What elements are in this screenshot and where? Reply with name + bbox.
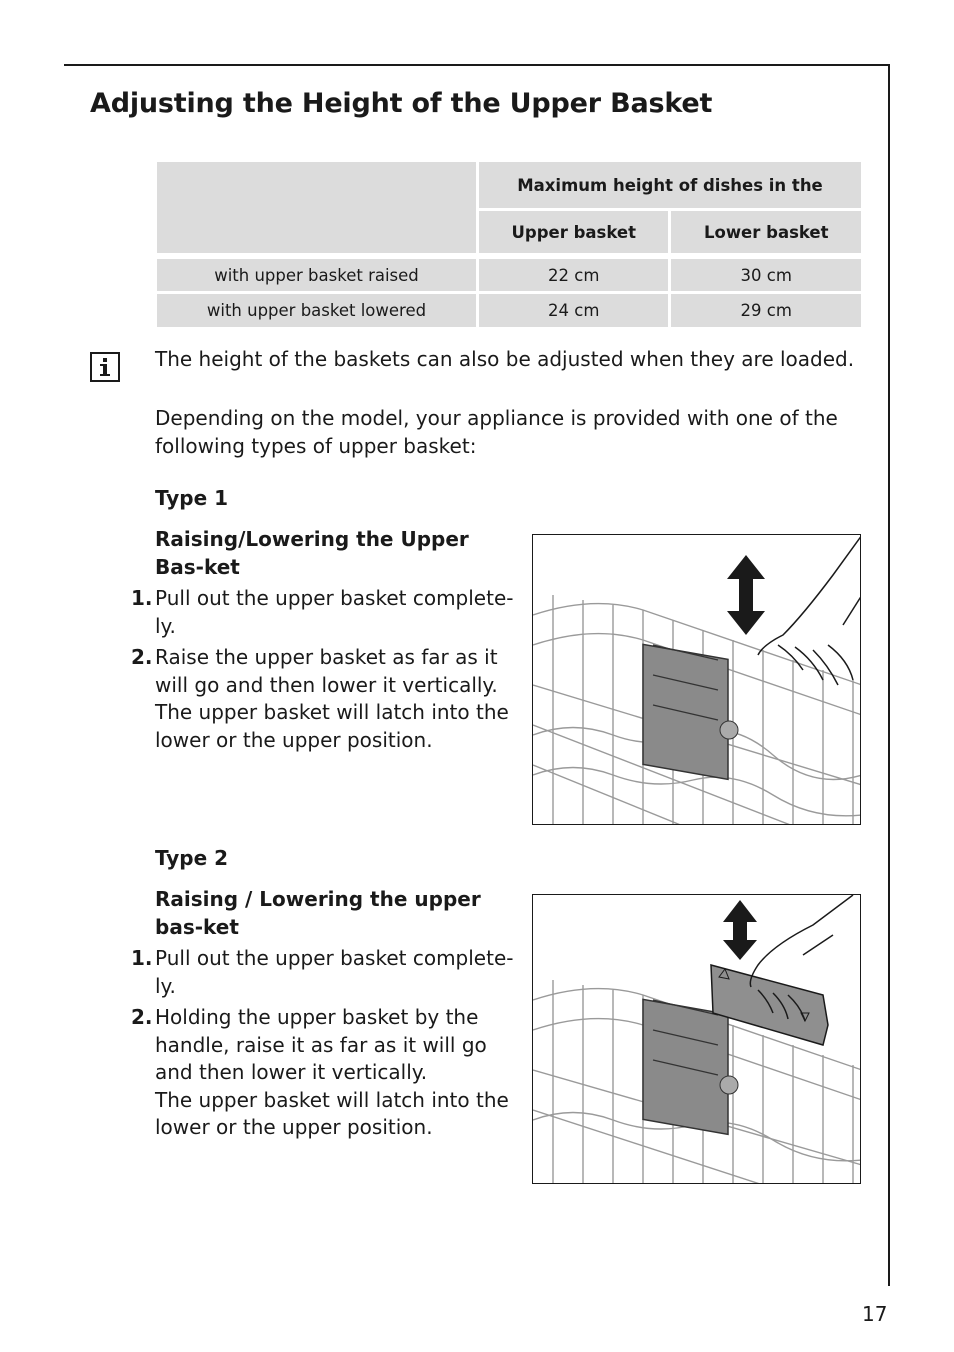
- right-rule: [888, 64, 890, 1286]
- cell-upper: 22 cm: [479, 259, 668, 291]
- table-corner-cell: [157, 162, 476, 253]
- list-item: [131, 644, 521, 754]
- list-item: [131, 945, 521, 1000]
- step-text: Pull out the upper basket complete-ly.: [155, 586, 514, 638]
- step-text: Raise the upper basket as far as it will go and then lower it vertically.: [155, 645, 498, 697]
- type2-label: Type 2: [155, 846, 229, 870]
- page-number: 17: [862, 1302, 888, 1326]
- height-table: [154, 162, 864, 327]
- step-number: 2.: [131, 1005, 153, 1029]
- type1-steps: [131, 585, 521, 758]
- step-number: 1.: [131, 946, 153, 970]
- step-number: 1.: [131, 586, 153, 610]
- row-label: with upper basket raised: [157, 259, 476, 291]
- list-item: [131, 1004, 521, 1142]
- cell-upper: 24 cm: [479, 294, 668, 327]
- intro-text: Depending on the model, your appliance is provided with one of the following types of upper basket:: [155, 406, 838, 458]
- step-text-continued: The upper basket will latch into the lower or the upper position.: [155, 700, 509, 752]
- cell-lower: 30 cm: [671, 259, 861, 291]
- type1-illustration: [532, 534, 861, 825]
- cell-lower: 29 cm: [671, 294, 861, 327]
- type1-heading: Raising/Lowering the Upper Bas-ket: [155, 527, 469, 579]
- table-row: [157, 259, 861, 291]
- step-text: Pull out the upper basket complete-ly.: [155, 946, 514, 998]
- column-header-upper: Upper basket: [479, 208, 668, 253]
- step-text: Holding the upper basket by the handle, raise it as far as it will go and then lower it vertically.: [155, 1005, 487, 1084]
- list-item: [131, 585, 521, 640]
- row-label: with upper basket lowered: [157, 294, 476, 327]
- step-number: 2.: [131, 645, 153, 669]
- type2-heading: Raising / Lowering the upper bas-ket: [155, 887, 481, 939]
- type2-steps: [131, 945, 521, 1146]
- page-title: Adjusting the Height of the Upper Basket: [90, 88, 713, 119]
- table-header-row: [157, 162, 861, 208]
- type1-label: Type 1: [155, 486, 229, 510]
- table-row: [157, 294, 861, 327]
- top-rule: [64, 64, 890, 66]
- info-icon: [90, 352, 120, 382]
- type2-illustration: [532, 894, 861, 1184]
- table-group-header: Maximum height of dishes in the: [479, 162, 861, 208]
- note-text: The height of the baskets can also be adjusted when they are loaded.: [155, 347, 855, 371]
- column-header-lower: Lower basket: [671, 208, 861, 253]
- step-text-continued: The upper basket will latch into the lower or the upper position.: [155, 1087, 509, 1139]
